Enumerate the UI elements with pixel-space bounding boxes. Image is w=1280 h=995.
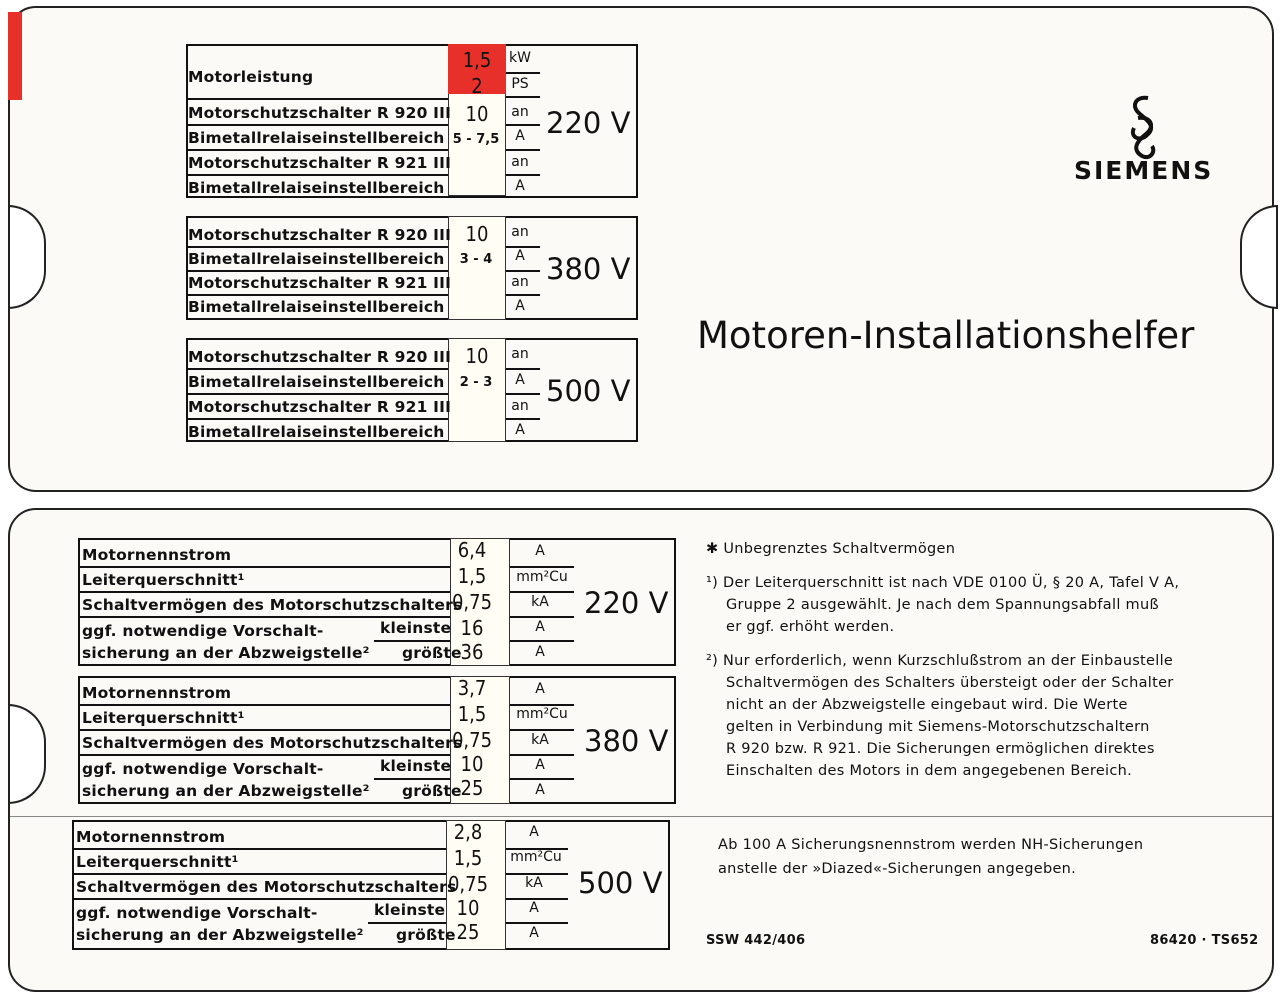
row-value: 3 - 4 xyxy=(459,252,493,267)
kleinste-value: 16 xyxy=(460,616,484,640)
kleinste-label: kleinste xyxy=(380,757,452,775)
print-code-left: SSW 442/406 xyxy=(706,933,806,948)
row-unit: A xyxy=(515,422,525,438)
voltage-label: 220 V xyxy=(546,106,631,140)
row-label: Bimetallrelaiseinstellbereich xyxy=(188,423,445,441)
row-unit: A xyxy=(515,178,525,194)
kleinste-unit: A xyxy=(535,619,545,635)
groesste-unit: A xyxy=(529,925,539,941)
leiter-unit: mm²Cu xyxy=(516,706,568,722)
voltage-label: 380 V xyxy=(584,724,669,758)
schalt-unit: kA xyxy=(531,594,549,610)
voltage-label: 500 V xyxy=(546,374,631,408)
schalt-label: Schaltvermögen des Motorschutzschalters xyxy=(82,596,463,614)
footnote-star: ✱ Unbegrenztes Schaltvermögen xyxy=(706,541,956,557)
groesste-label: größte xyxy=(396,926,456,944)
footnote-2-line: Einschalten des Motors in dem angegebenen Bereich. xyxy=(726,763,1133,779)
row-unit: an xyxy=(511,346,529,362)
footnote-1-line: er ggf. erhöht werden. xyxy=(726,619,895,635)
footnote-2-line: gelten in Verbindung mit Siemens-Motorschutzschaltern xyxy=(726,719,1150,735)
leiter-unit: mm²Cu xyxy=(516,569,568,585)
nennstrom-value: 6,4 xyxy=(457,538,487,562)
row-unit: an xyxy=(511,154,529,170)
voltage-label: 380 V xyxy=(546,252,631,286)
brand-name: SIEMENS xyxy=(1074,156,1214,185)
kleinste-unit: A xyxy=(529,900,539,916)
groesste-value: 25 xyxy=(460,776,484,800)
row-unit: A xyxy=(515,372,525,388)
schalt-value: 0,75 xyxy=(447,872,489,896)
nennstrom-label: Motornennstrom xyxy=(76,828,226,846)
power-kw-unit: kW xyxy=(509,50,531,66)
groesste-unit: A xyxy=(535,782,545,798)
row-value: 10 xyxy=(465,344,489,368)
nennstrom-label: Motornennstrom xyxy=(82,684,232,702)
schalt-label: Schaltvermögen des Motorschutzschalters xyxy=(76,878,457,896)
groesste-label: größte xyxy=(402,644,462,662)
power-ps-value: 2 xyxy=(471,74,483,98)
nennstrom-label: Motornennstrom xyxy=(82,546,232,564)
voltage-label: 220 V xyxy=(584,586,669,620)
row-unit: A xyxy=(515,298,525,314)
row-label: Motorschutzschalter R 920 III xyxy=(188,348,452,366)
row-unit: an xyxy=(511,224,529,240)
siemens-logo-icon xyxy=(1118,92,1168,162)
power-label: Motorleistung xyxy=(188,68,314,86)
leiter-value: 1,5 xyxy=(457,702,487,726)
vorschalt-label-1: ggf. notwendige Vorschalt- xyxy=(82,622,324,640)
row-label: Motorschutzschalter R 921 III xyxy=(188,398,452,416)
footnote-2-line: Schaltvermögen des Schalters übersteigt oder der Schalter xyxy=(726,675,1174,691)
kleinste-value: 10 xyxy=(456,896,480,920)
voltage-label: 500 V xyxy=(578,866,663,900)
schalt-label: Schaltvermögen des Motorschutzschalters xyxy=(82,734,463,752)
nennstrom-unit: A xyxy=(535,681,545,697)
slide-seam xyxy=(10,816,1272,817)
vorschalt-label-2: sicherung an der Abzweigstelle² xyxy=(76,926,364,944)
row-value: 2 - 3 xyxy=(459,375,493,390)
red-edge-marker xyxy=(8,12,22,100)
row-unit: an xyxy=(511,274,529,290)
nennstrom-value: 2,8 xyxy=(453,820,483,844)
page-title: Motoren-Installationshelfer xyxy=(697,314,1195,357)
groesste-unit: A xyxy=(535,644,545,660)
row-label: Bimetallrelaiseinstellbereich xyxy=(188,298,445,316)
row-unit: A xyxy=(515,248,525,264)
kleinste-unit: A xyxy=(535,757,545,773)
footnote-2-line: ²) Nur erforderlich, wenn Kurzschlußstrom an der Einbaustelle xyxy=(706,653,1174,669)
row-unit: A xyxy=(515,128,525,144)
row-value: 5 - 7,5 xyxy=(452,132,500,147)
power-kw-value: 1,5 xyxy=(462,48,492,72)
nennstrom-unit: A xyxy=(529,824,539,840)
row-label: Bimetallrelaiseinstellbereich xyxy=(188,179,445,197)
kleinste-label: kleinste xyxy=(374,901,446,919)
row-unit: an xyxy=(511,398,529,414)
schalt-value: 0,75 xyxy=(451,728,493,752)
nennstrom-value: 3,7 xyxy=(457,676,487,700)
row-label: Motorschutzschalter R 920 III xyxy=(188,226,452,244)
leiter-label: Leiterquerschnitt¹ xyxy=(82,571,245,589)
nennstrom-unit: A xyxy=(535,543,545,559)
vorschalt-label-1: ggf. notwendige Vorschalt- xyxy=(82,760,324,778)
footnote-1-line: ¹) Der Leiterquerschnitt ist nach VDE 0100 Ü, § 20 A, Tafel V A, xyxy=(706,575,1180,591)
leiter-label: Leiterquerschnitt¹ xyxy=(76,853,239,871)
footnote-2-line: R 920 bzw. R 921. Die Sicherungen ermöglichen direktes xyxy=(726,741,1155,757)
footnote-2-line: nicht an der Abzweigstelle eingebaut wird. Die Werte xyxy=(726,697,1128,713)
row-label: Bimetallrelaiseinstellbereich xyxy=(188,373,445,391)
row-label: Motorschutzschalter R 921 III xyxy=(188,154,452,172)
row-unit: an xyxy=(511,104,529,120)
print-code-right: 86420 · TS652 xyxy=(1150,933,1259,948)
groesste-label: größte xyxy=(402,782,462,800)
vorschalt-label-2: sicherung an der Abzweigstelle² xyxy=(82,782,370,800)
groesste-value: 36 xyxy=(460,640,484,664)
vorschalt-label-1: ggf. notwendige Vorschalt- xyxy=(76,904,318,922)
nh-note-line: anstelle der »Diazed«-Sicherungen angegeben. xyxy=(718,861,1077,877)
schalt-unit: kA xyxy=(531,732,549,748)
power-ps-unit: PS xyxy=(511,76,529,92)
row-value: 10 xyxy=(465,222,489,246)
vorschalt-label-2: sicherung an der Abzweigstelle² xyxy=(82,644,370,662)
groesste-value: 25 xyxy=(456,920,480,944)
leiter-label: Leiterquerschnitt¹ xyxy=(82,709,245,727)
nh-note-line: Ab 100 A Sicherungsnennstrom werden NH-Sicherungen xyxy=(718,837,1144,853)
leiter-unit: mm²Cu xyxy=(510,849,562,865)
leiter-value: 1,5 xyxy=(453,846,483,870)
row-label: Motorschutzschalter R 921 III xyxy=(188,274,452,292)
leiter-value: 1,5 xyxy=(457,564,487,588)
row-label: Bimetallrelaiseinstellbereich xyxy=(188,250,445,268)
kleinste-value: 10 xyxy=(460,752,484,776)
row-value: 10 xyxy=(465,102,489,126)
schalt-value: 0,75 xyxy=(451,590,493,614)
schalt-unit: kA xyxy=(525,875,543,891)
footnote-1-line: Gruppe 2 ausgewählt. Je nach dem Spannungsabfall muß xyxy=(726,597,1159,613)
row-label: Bimetallrelaiseinstellbereich xyxy=(188,129,445,147)
kleinste-label: kleinste xyxy=(380,619,452,637)
row-label: Motorschutzschalter R 920 III xyxy=(188,104,452,122)
